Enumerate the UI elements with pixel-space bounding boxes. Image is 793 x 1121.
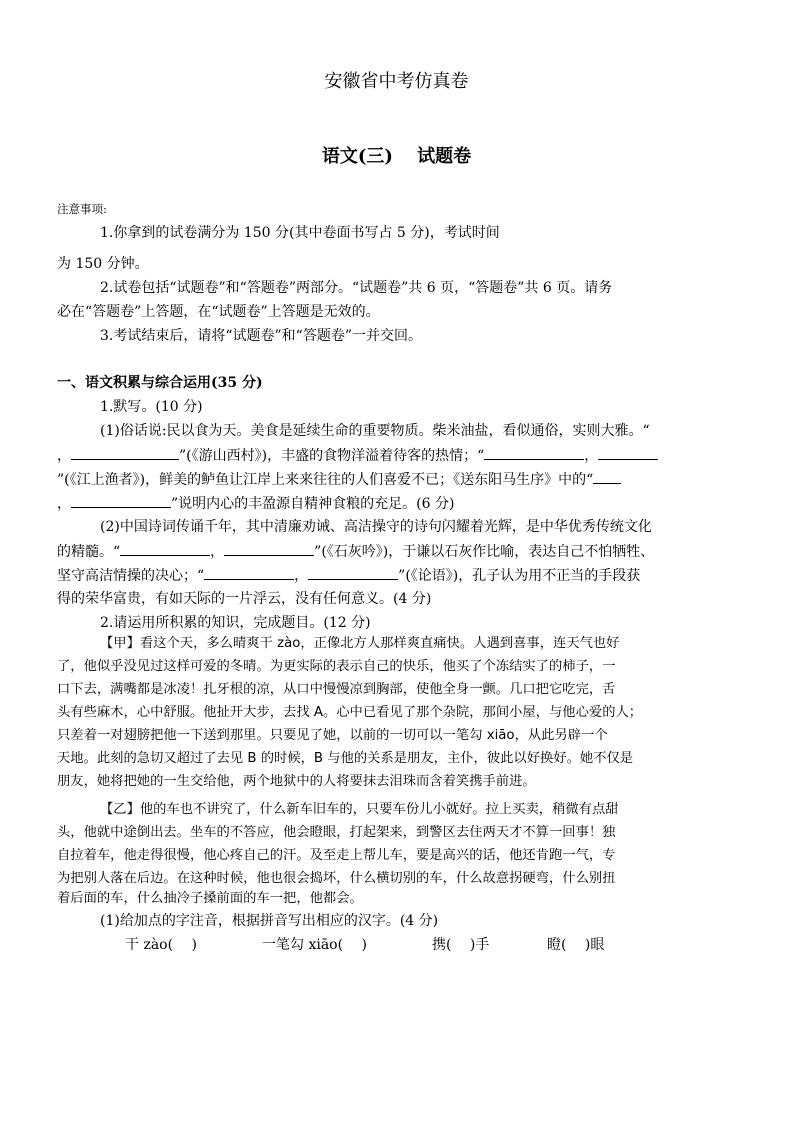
passage-line: 为把别人落在后边。在这种时候，他也很会捣坏，什么横切别的车，什么故意拐硬弯，什么别扭 — [57, 871, 616, 886]
q1-2-line4: 得的荣华富贵，有如天际的一片浮云，没有任何意义。(4 分) — [57, 591, 432, 607]
note-item-2-cont: 必在“答题卷”上答题，在“试题卷”上答题是无效的。 — [57, 304, 380, 320]
subject-title: 语文(三) 试题卷 — [321, 146, 472, 167]
q1-1-line2: ， ”(《游山西村》)，丰盛的食物洋溢着待客的热情；“ ， — [57, 445, 737, 466]
passage-line: 【甲】看这个天，多么晴爽干 zào，正像北方人那样爽直痛快。人遇到喜事，连天气也好 — [100, 636, 620, 651]
passage-line: 自拉着车，他走得很慢，他心疼自己的汗。及至走上帮儿车，要是高兴的话，他还肯跑一气，专 — [57, 848, 616, 863]
answer-blank[interactable] — [308, 565, 398, 580]
answer-blank[interactable] — [224, 541, 314, 556]
question-2-title: 2.请运用所积累的知识，完成题目。(12 分) — [100, 615, 371, 631]
notes-heading: 注意事项: — [57, 202, 107, 216]
q1-1-line3: ”(《江上渔者》)，鲜美的鲈鱼让江岸上来来往往的人们喜爱不已；《送东阳马生序》中的“ — [57, 469, 737, 490]
q1-1-line4: ， ”说明内心的丰盈源自精神食粮的充足。(6 分) — [57, 493, 737, 514]
passage-line: 了，他似乎没见过这样可爱的冬晴。为更实际的表示自己的快乐，他买了个冻结实了的柿子，一 — [57, 659, 616, 674]
note-item-1-cont: 为 150 分钟。 — [57, 256, 149, 272]
passage-line: 头有些麻木，心中舒服。他扯开大步，去找 A。心中已看见了那个杂院，那间小屋，与他心爱的人； — [57, 705, 643, 720]
sub-question-1: (1)给加点的字注音，根据拼音写出相应的汉字。(4 分) — [100, 913, 439, 929]
answer-blank[interactable] — [204, 565, 294, 580]
passage-line: 天地。此刻的急切又超过了去见 B 的时候，B 与他的关系是朋友，主仆，彼此以好换好。她不仅是 — [57, 751, 634, 766]
note-item-1: 1.你拿到的试卷满分为 150 分(其中卷面书写占 5 分)，考试时间 — [100, 225, 500, 241]
section-heading: 一、语文积累与综合运用(35 分) — [57, 375, 263, 391]
q1-2-line1: (2)中国诗词传诵千年，其中清廉劝诫、高洁操守的诗句闪耀着光辉，是中华优秀传统文化 — [100, 519, 652, 535]
answer-blank[interactable] — [71, 493, 171, 508]
pinyin-item: 携( )手 — [432, 937, 490, 953]
pinyin-item: 干 zào( ) — [125, 937, 197, 953]
q1-2-line2: 的精髓。“ ， ”(《石灰吟》)，于谦以石灰作比喻，表达自己不怕牺牲、 — [57, 541, 737, 562]
answer-blank[interactable] — [598, 445, 658, 460]
answer-blank[interactable] — [71, 445, 179, 460]
note-item-3: 3.考试结束后，请将“试题卷”和“答题卷”一并交回。 — [100, 328, 422, 344]
passage-line: 只差着一对翅膀把他一下送到那里。只要见了她，以前的一切可以一笔勾 xiāo，从此另辟一个 — [57, 728, 608, 743]
note-item-2: 2.试卷包括“试题卷”和“答题卷”两部分。“试题卷”共 6 页，“答题卷”共 6 页。请务 — [100, 280, 613, 296]
passage-line: 口下去，满嘴都是冰凌！扎牙根的凉，从口中慢慢凉到胸部，使他全身一颤。几口把它吃完，舌 — [57, 682, 616, 697]
question-1-title: 1.默写。(10 分) — [100, 399, 203, 415]
passage-line: 着后面的车，什么抽冷子搡前面的车一把，他都会。 — [57, 891, 363, 906]
answer-blank[interactable] — [484, 445, 584, 460]
passage-line: 【乙】他的车也不讲究了，什么新车旧车的，只要车份儿小就好。拉上买卖，稍微有点甜 — [100, 802, 619, 817]
pinyin-item: 一笔勾 xiāo( ) — [262, 937, 367, 953]
pinyin-item: 瞪( )眼 — [547, 937, 605, 953]
q1-1-line1: (1)俗话说:民以食为天。美食是延续生命的重要物质。柴米油盐，看似通俗，实则大雅。“ — [100, 423, 650, 439]
passage-line: 头，他就中途倒出去。坐车的不答应，他会瞪眼，打起架来，到警区去住两天才不算一回事！独 — [57, 825, 616, 840]
q1-2-line3: 坚守高洁情操的决心；“ ， ”(《论语》)，孔子认为用不正当的手段获 — [57, 565, 737, 586]
answer-blank[interactable] — [593, 469, 621, 484]
page-title: 安徽省中考仿真卷 — [324, 71, 469, 92]
answer-blank[interactable] — [120, 541, 210, 556]
passage-line: 朋友，她将把她的一生交给他，两个地狱中的人将要抹去泪珠而含着笑携手前进。 — [57, 774, 536, 789]
